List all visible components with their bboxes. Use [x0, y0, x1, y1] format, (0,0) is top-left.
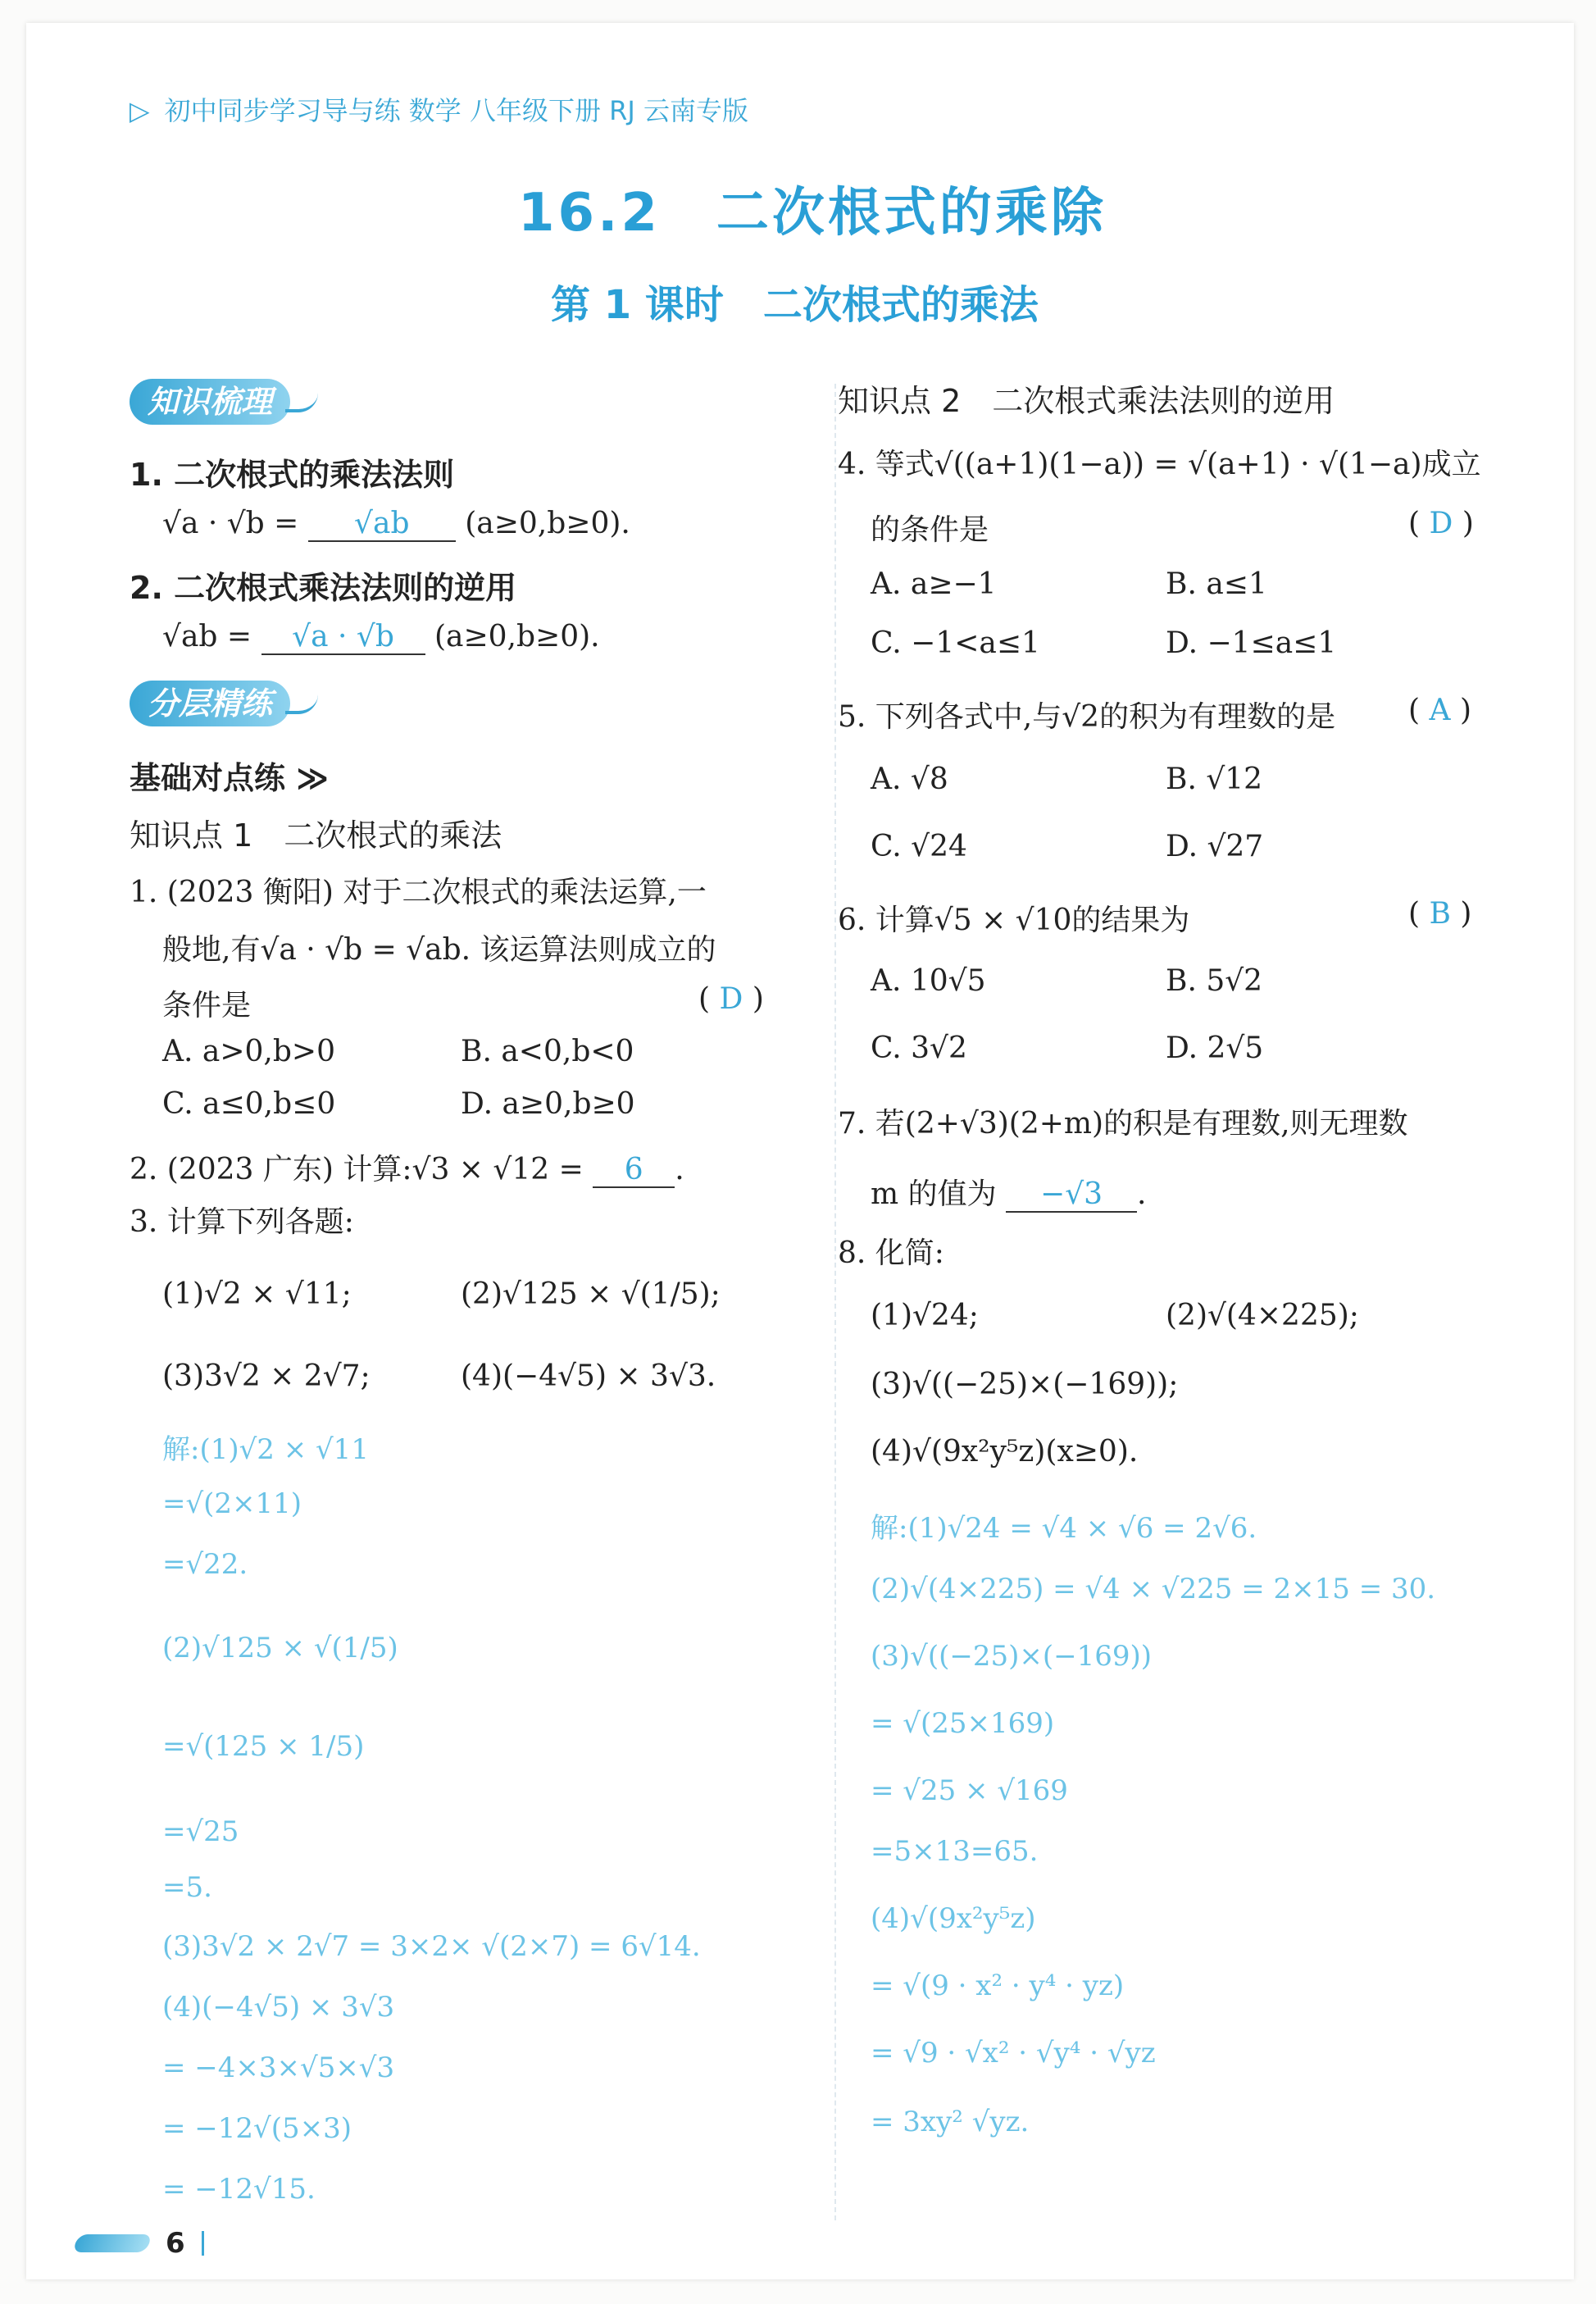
q1-line1: 1. (2023 衡阳) 对于二次根式的乘法运算,一 — [130, 876, 707, 909]
q3-solution-8: (3)3√2 × 2√7 = 3×2× √(2×7) = 6√14. — [162, 1930, 701, 1963]
lesson-title: 第 1 课时 二次根式的乘法 — [551, 282, 1039, 328]
q3-solution-3: =√22. — [162, 1548, 248, 1581]
q4-answer: ( D ) — [1408, 507, 1474, 540]
q7-line2: m 的值为 −√3 . — [871, 1177, 1147, 1211]
q4-option-a: A. a≥−1 — [871, 567, 997, 601]
q8-solution-7: (4)√(9x²y⁵z) — [871, 1902, 1036, 1935]
column-divider — [834, 384, 836, 2220]
rule2-formula: √ab = √a · √b (a≥0,b≥0). — [162, 620, 600, 653]
series-header — [130, 90, 748, 128]
basic-practice-heading: 基础对点练 ≫ — [130, 760, 330, 796]
rule1-blank: √ab — [308, 507, 456, 542]
q8-title: 8. 化简: — [838, 1236, 944, 1270]
q7-line1: 7. 若(2+√3)(2+m)的积是有理数,则无理数 — [838, 1107, 1408, 1141]
q4-line2: 的条件是 — [871, 513, 989, 547]
q5-option-c: C. √24 — [871, 830, 967, 863]
q6-option-b: B. 5√2 — [1166, 964, 1263, 998]
q6-option-a: A. 10√5 — [871, 964, 986, 998]
q8-solution-8: = √(9 · x² · y⁴ · yz) — [871, 1969, 1125, 2002]
page-number: 6 — [166, 2227, 185, 2260]
q1-option-a: A. a>0,b>0 — [162, 1035, 335, 1068]
q6-option-d: D. 2√5 — [1166, 1031, 1264, 1065]
q3-part3: (3)3√2 × 2√7; — [162, 1359, 371, 1393]
q3-part4: (4)(−4√5) × 3√3. — [461, 1359, 716, 1393]
leaf-icon — [285, 393, 318, 412]
q3-solution-10: = −4×3×√5×√3 — [162, 2051, 395, 2084]
footer-stripe-icon — [72, 2234, 152, 2252]
badge-practice: 分层精练 — [130, 681, 318, 726]
q3-solution-9: (4)(−4√5) × 3√3 — [162, 1991, 395, 2024]
leaf-icon — [285, 694, 318, 714]
q4-line1: 4. 等式√((a+1)(1−a)) = √(a+1) · √(1−a)成立 — [838, 448, 1481, 481]
q4-option-c: C. −1<a≤1 — [871, 626, 1040, 660]
q4-option-d: D. −1≤a≤1 — [1166, 626, 1337, 660]
q3-solution-5: =√(125 × 1/5) — [162, 1730, 365, 1763]
q8-solution-10: = 3xy² √yz. — [871, 2106, 1030, 2138]
page-footer — [75, 2227, 204, 2260]
section-title: 16.2 二次根式的乘除 — [518, 183, 1107, 244]
q3-solution-6: =√25 — [162, 1815, 239, 1848]
rule1-formula: √a · √b = √ab (a≥0,b≥0). — [162, 507, 630, 540]
q8-part2: (2)√(4×225); — [1166, 1299, 1359, 1332]
q8-solution-1: 解:(1)√24 = √4 × √6 = 2√6. — [871, 1512, 1257, 1545]
q3-part2: (2)√125 × √(1/5); — [461, 1277, 721, 1311]
q1-line3: 条件是 — [162, 989, 252, 1022]
q1-line2: 般地,有√a · √b = √ab. 该运算法则成立的 — [162, 933, 716, 967]
triangle-icon: ▷ — [130, 95, 150, 126]
q8-solution-2: (2)√(4×225) = √4 × √225 = 2×15 = 30. — [871, 1573, 1436, 1605]
q8-solution-4: = √(25×169) — [871, 1707, 1055, 1740]
knowledge-point-2: 知识点 2 二次根式乘法法则的逆用 — [838, 383, 1335, 419]
q3-solution-4: (2)√125 × √(1/5) — [162, 1632, 398, 1664]
page — [26, 23, 1574, 2279]
q5-option-b: B. √12 — [1166, 763, 1263, 796]
q3-title: 3. 计算下列各题: — [130, 1205, 354, 1239]
q4-option-b: B. a≤1 — [1166, 567, 1267, 601]
q1-answer: ( D ) — [698, 982, 764, 1016]
rule2-title: 2. 二次根式乘法法则的逆用 — [130, 570, 517, 606]
footer-separator — [202, 2231, 204, 2256]
q5-option-a: A. √8 — [871, 763, 948, 796]
q8-part4: (4)√(9x²y⁵z)(x≥0). — [871, 1435, 1139, 1468]
q7-blank: −√3 — [1006, 1177, 1137, 1213]
q8-solution-6: =5×13=65. — [871, 1835, 1039, 1868]
q5-option-d: D. √27 — [1166, 830, 1264, 863]
rule1-title: 1. 二次根式的乘法法则 — [130, 457, 455, 493]
q2: 2. (2023 广东) 计算:√3 × √12 = 6 . — [130, 1153, 684, 1186]
q8-solution-9: = √9 · √x² · √y⁴ · √yz — [871, 2037, 1156, 2070]
q6-answer: ( B ) — [1408, 897, 1472, 931]
badge-knowledge: 知识梳理 — [130, 379, 318, 425]
q5-line1: 5. 下列各式中,与√2的积为有理数的是 — [838, 700, 1336, 734]
q8-part1: (1)√24; — [871, 1299, 979, 1332]
series-text: 初中同步学习导与练 数学 八年级下册 RJ 云南专版 — [164, 95, 748, 126]
q6-option-c: C. 3√2 — [871, 1031, 967, 1065]
q8-part3: (3)√((−25)×(−169)); — [871, 1368, 1179, 1401]
q1-option-c: C. a≤0,b≤0 — [162, 1087, 336, 1121]
q3-solution-2: =√(2×11) — [162, 1487, 302, 1520]
q3-solution-1: 解:(1)√2 × √11 — [162, 1433, 369, 1466]
q6-line1: 6. 计算√5 × √10的结果为 — [838, 904, 1190, 937]
q8-solution-5: = √25 × √169 — [871, 1774, 1068, 1807]
q3-solution-7: =5. — [162, 1871, 212, 1904]
knowledge-point-1: 知识点 1 二次根式的乘法 — [130, 817, 502, 854]
q5-answer: ( A ) — [1408, 694, 1471, 727]
q3-part1: (1)√2 × √11; — [162, 1277, 352, 1311]
q1-option-d: D. a≥0,b≥0 — [461, 1087, 635, 1121]
q3-solution-12: = −12√15. — [162, 2173, 316, 2206]
q2-blank: 6 — [593, 1153, 675, 1188]
rule2-blank: √a · √b — [261, 620, 425, 655]
q1-option-b: B. a<0,b<0 — [461, 1035, 634, 1068]
q8-solution-3: (3)√((−25)×(−169)) — [871, 1640, 1153, 1673]
q3-solution-11: = −12√(5×3) — [162, 2112, 352, 2145]
